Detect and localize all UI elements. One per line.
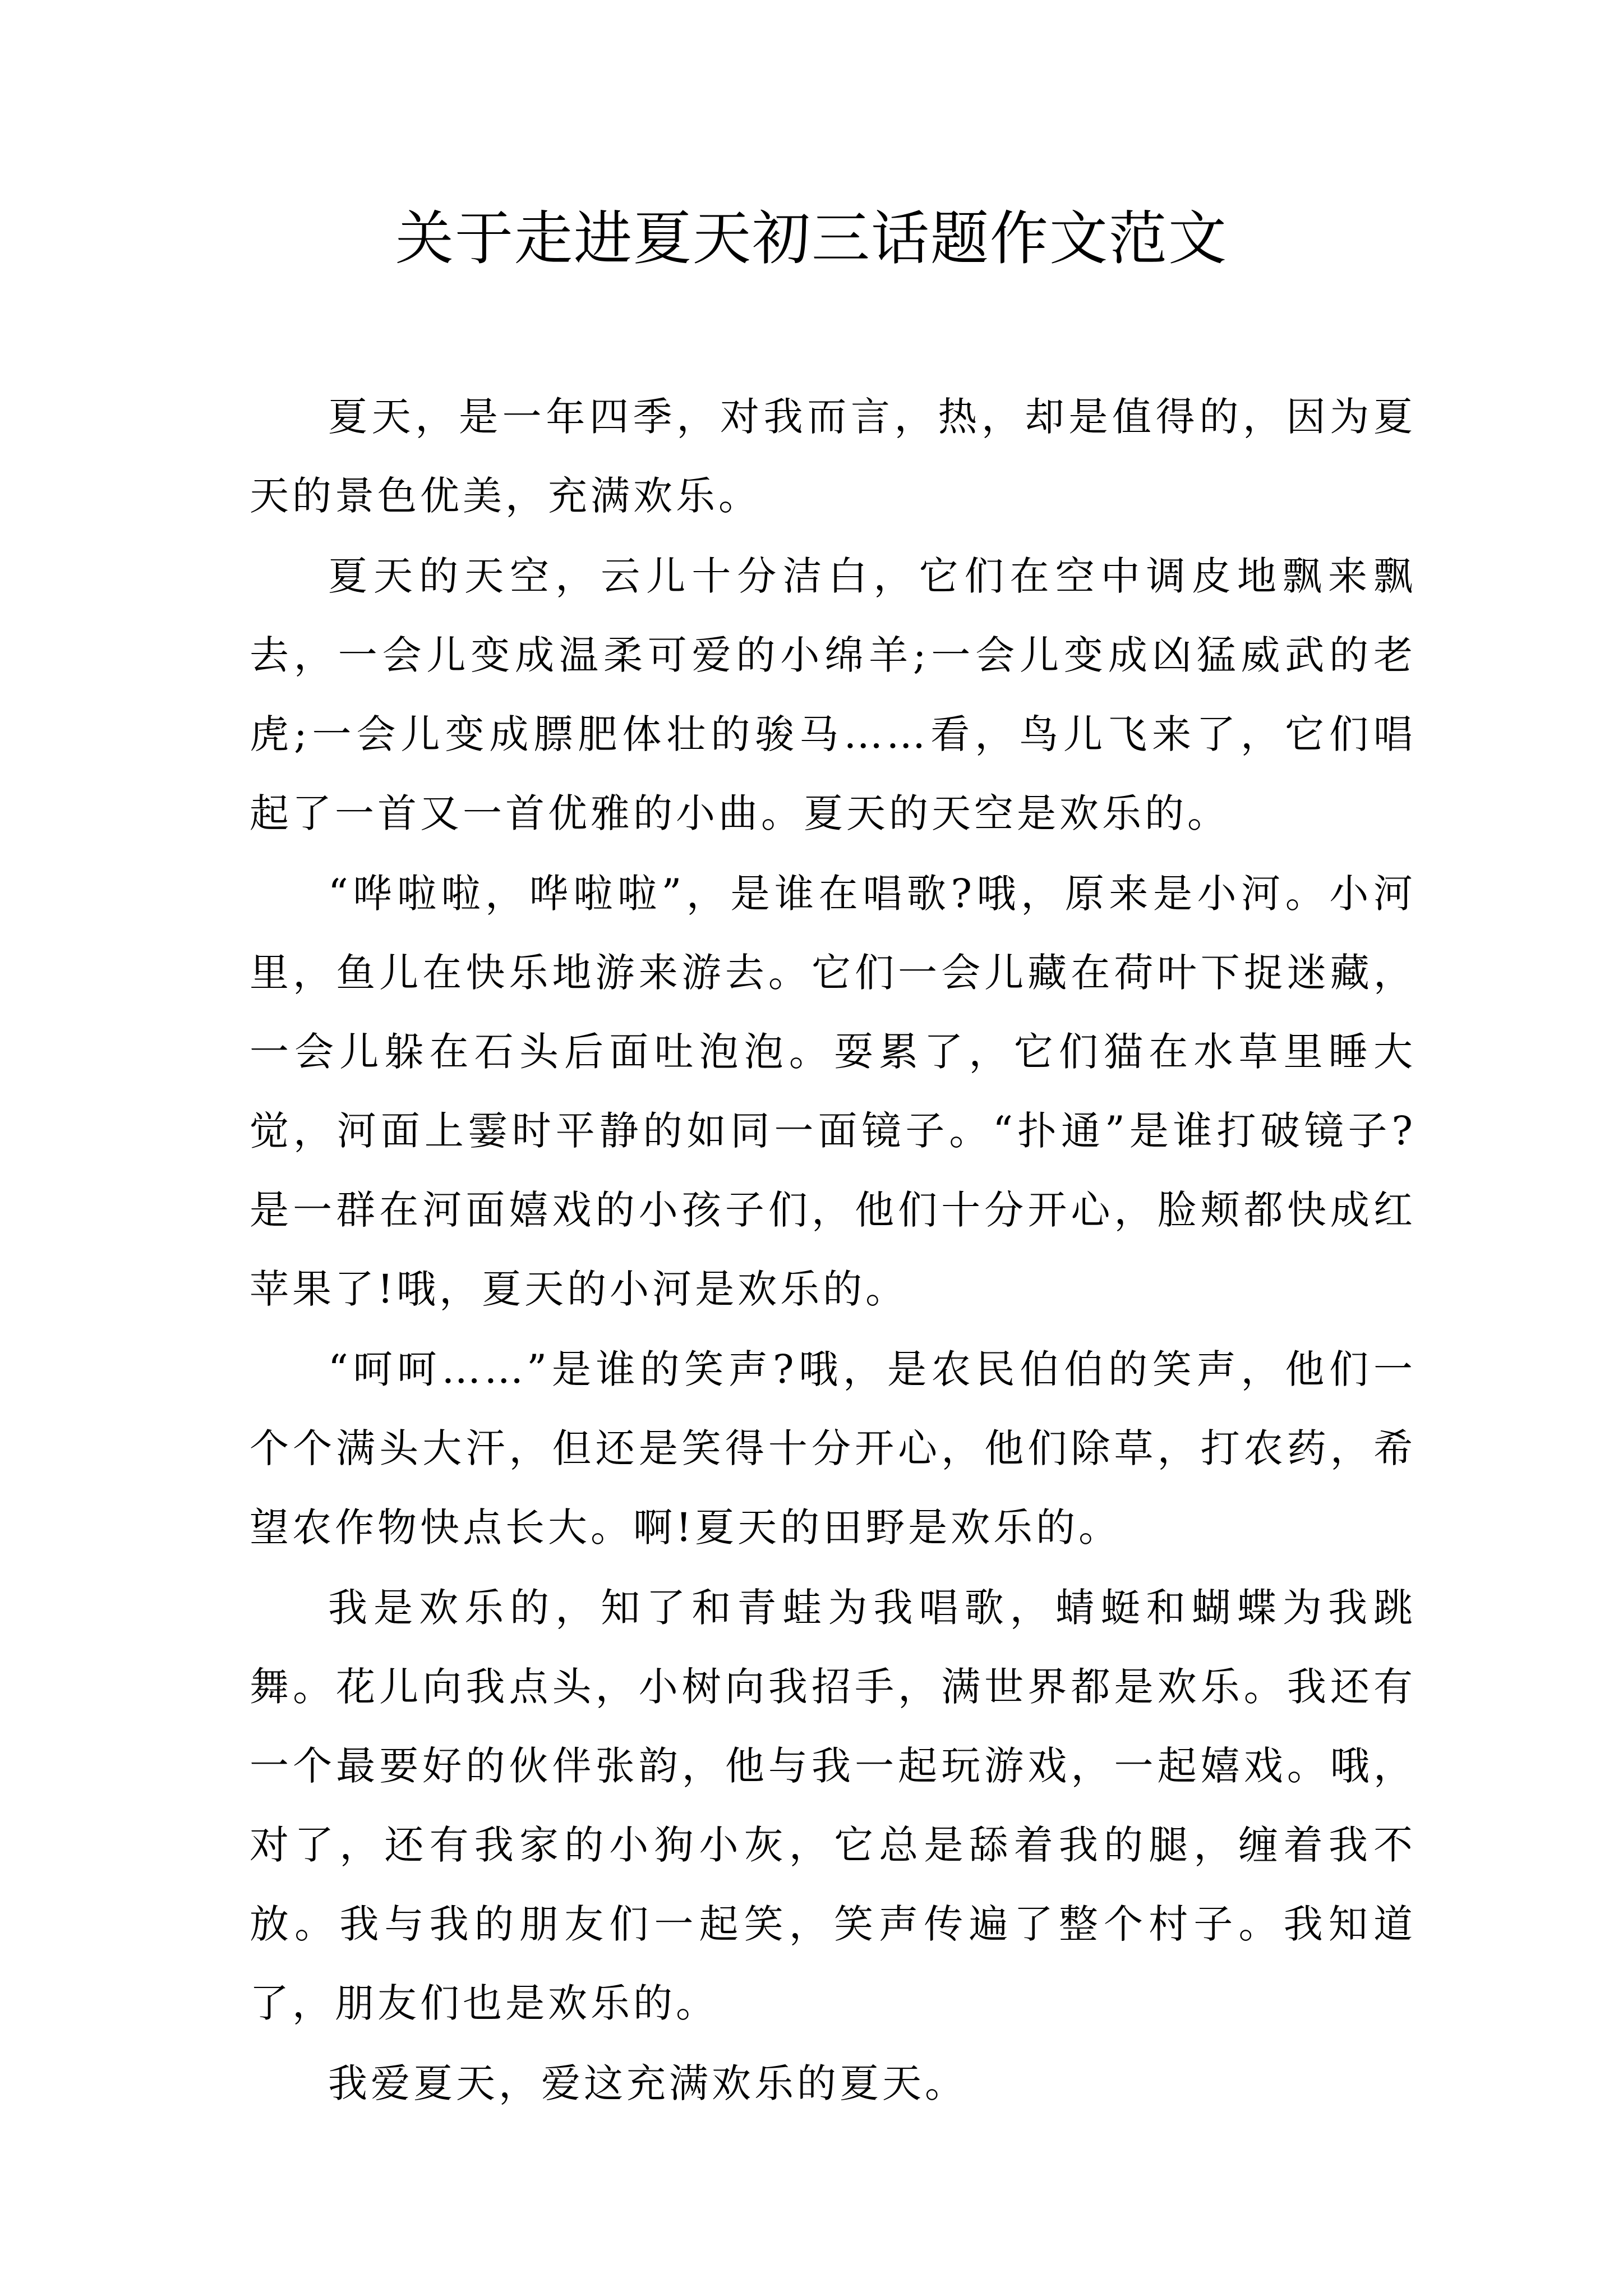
paragraph-conclusion: 我爱夏天，爱这充满欢乐的夏天。 <box>328 2060 967 2106</box>
paragraph-intro: 夏天，是一年四季，对我而言，热，却是值得的，因为夏天的景色优美，充满欢乐。 <box>250 394 1416 519</box>
document-body <box>250 378 1416 2124</box>
paragraph-fields: “呵呵……”是谁的笑声?哦，是农民伯伯的笑声，他们一个个满头大汗，但还是笑得十分开心，他们除草，打农药，希望农作物快点长大。啊!夏天的田野是欢乐的。 <box>250 1346 1416 1550</box>
paragraph-friends: 我是欢乐的，知了和青蛙为我唱歌，蜻蜓和蝴蝶为我跳舞。花儿向我点头，小树向我招手，满世界都是欢乐。我还有一个最要好的伙伴张韵，他与我一起玩游戏，一起嬉戏。哦，对了，还有我家的小狗小灰，它总是舔着我的腿，缠着我不放。我与我的朋友们一起笑，笑声传遍了整个村子。我知道了，朋友们也是欢乐的。 <box>250 1585 1416 2026</box>
document-title: 关于走进夏天初三话题作文范文 <box>395 204 1228 273</box>
paragraph-sky: 夏天的天空，云儿十分洁白，它们在空中调皮地飘来飘去，一会儿变成温柔可爱的小绵羊;一会儿变成凶猛威武的老虎;一会儿变成膘肥体壮的骏马……看，鸟儿飞来了，它们唱起了一首又一首优雅的小曲。夏天的天空是欢乐的。 <box>250 553 1416 836</box>
paragraph-river: “哗啦啦，哗啦啦”，是谁在唱歌?哦，原来是小河。小河里，鱼儿在快乐地游来游去。它们一会儿藏在荷叶下捉迷藏，一会儿躲在石头后面吐泡泡。耍累了，它们猫在水草里睡大觉，河面上霎时平静的如同一面镜子。“扑通”是谁打破镜子?是一群在河面嬉戏的小孩子们，他们十分开心，脸颊都快成红苹果了!哦，夏天的小河是欢乐的。 <box>250 871 1416 1312</box>
